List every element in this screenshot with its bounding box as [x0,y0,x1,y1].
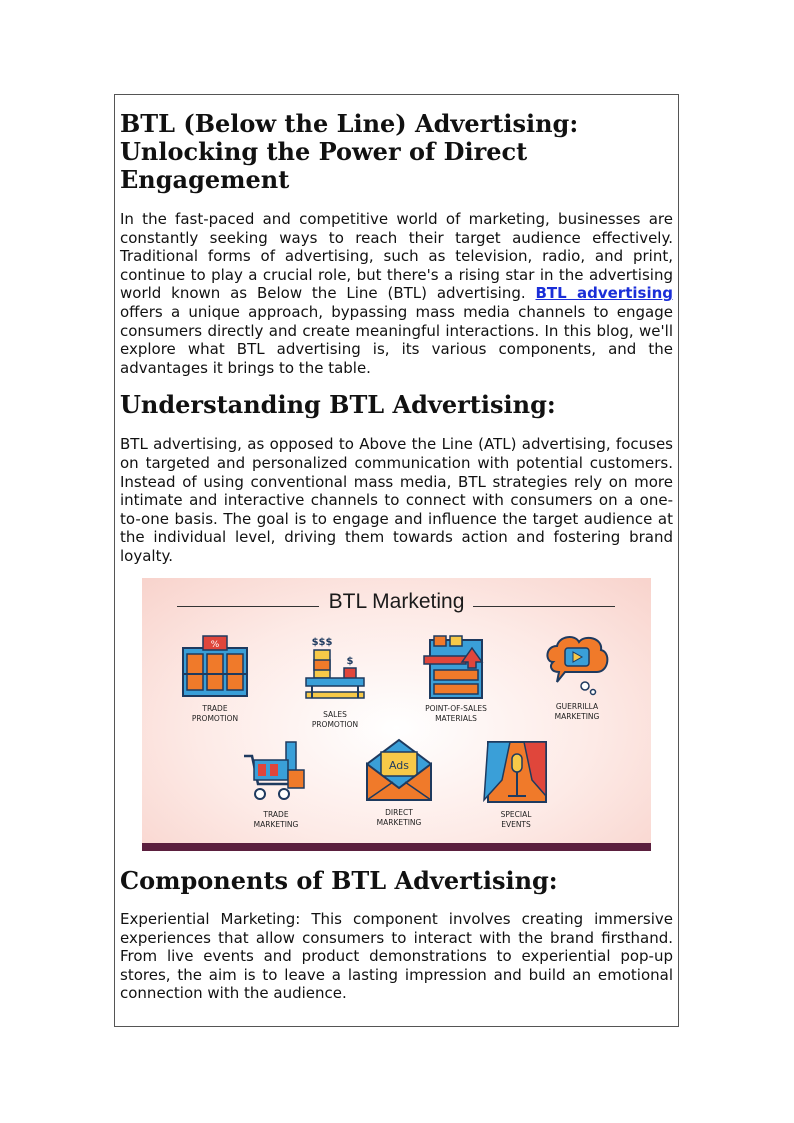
sales-promotion-label: SALES PROMOTION [311,710,359,729]
sales-podium-icon [300,636,370,706]
infographic-title: BTL Marketing [328,590,465,613]
btl-advertising-link[interactable]: BTL advertising [535,284,674,303]
ads-label-text: Ads [388,759,410,772]
intro-text-start: In the fast-paced and competitive world of marketing, businesses are constantly seeking ways to reach their target audience effectively. Traditional forms of advertising, such as television, radio, and print, continue to play a crucial role, but there's a rising star in the advertising world known as Below the Line (BTL) advertising. [120,210,673,303]
trade-promotion-item [160,634,270,724]
special-events-label: SPECIAL EVENTS [500,810,532,829]
section-heading-understanding: Understanding BTL Advertising: [120,390,556,420]
pos-materials-item [401,634,511,724]
dollar-symbol-text: $ [346,656,354,667]
article-body [120,110,673,566]
speech-cloud-play-icon [541,632,613,698]
stage-microphone-icon [480,740,552,806]
shopping-cart-icon [240,740,312,806]
sales-promotion-item [280,636,390,730]
components-paragraph: Experiential Marketing: This component involves creating immersive experiences that allow consumers to interact with the brand firsthand. From live events and product demonstrations to experiential pop-up stores, the aim is to leave a lasting impression and build an emotional connection with the audience. [120,910,673,1003]
ads-envelope-icon [363,738,435,804]
direct-marketing-label: DIRECT MARKETING [376,808,422,827]
money-symbol-text: $$$ [311,637,333,648]
pos-materials-label: POINT-OF-SALES MATERIALS [425,704,487,723]
store-shelves-icon [179,634,251,700]
svg-text:%: % [210,640,220,650]
title-rule-right [473,606,615,607]
understanding-paragraph: BTL advertising, as opposed to Above the Line (ATL) advertising, focuses on targeted and personalized communication with potential customers. Instead of using conventional mass media, BTL strategies rely on more intimate and interactive channels to connect with consumers on a one-to-one basis. The goal is to engage and influence the target audience at the individual level, driving them towards action and fostering brand loyalty. [120,435,673,565]
trade-marketing-item [221,740,331,830]
pos-display-icon [420,634,492,700]
infographic-footer-bar [142,843,651,851]
trade-marketing-label: TRADE MARKETING [253,810,299,829]
section-heading-components: Components of BTL Advertising: [120,866,558,895]
intro-text-end: offers a unique approach, bypassing mass media channels to engage consumers directly and create meaningful interactions. In this blog, we'll explore what BTL advertising is, its various components, and the advantages it brings to the table. [120,302,673,377]
intro-paragraph [120,210,673,377]
direct-marketing-item [344,738,454,828]
article-title: BTL (Below the Line) Advertising: Unlocking the Power of Direct Engagement [120,109,579,194]
guerrilla-marketing-label: GUERRILLA MARKETING [554,702,600,721]
btl-marketing-infographic [142,578,651,851]
special-events-item [461,740,571,830]
trade-promotion-label: TRADE PROMOTION [191,704,239,723]
guerrilla-marketing-item [522,632,632,722]
